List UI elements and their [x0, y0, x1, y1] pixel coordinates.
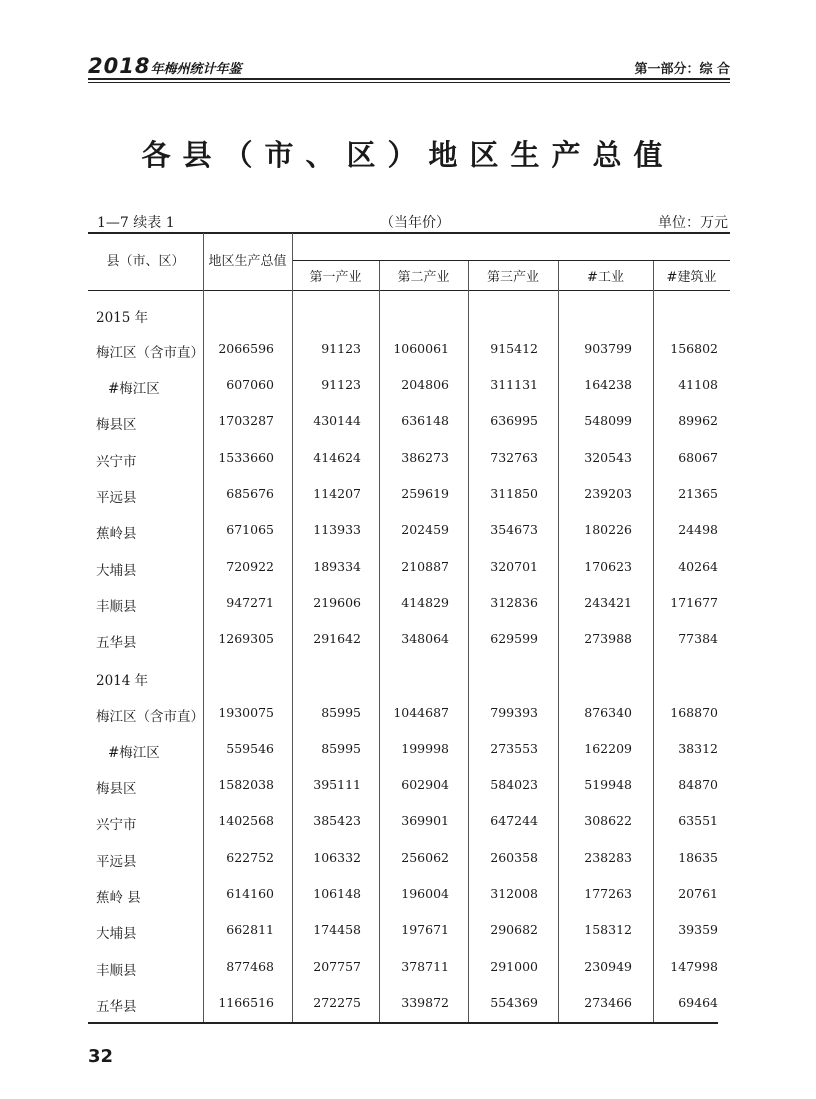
tertiary-value: 354673 [490, 522, 538, 537]
tertiary-value: 647244 [490, 813, 538, 828]
secondary-value: 1044687 [393, 705, 449, 720]
secondary-value: 202459 [401, 522, 449, 537]
gdp-value: 622752 [226, 850, 274, 865]
header-region: 县（市、区） [106, 254, 185, 269]
region-label: 丰顺县 [96, 963, 137, 979]
region-label: 平远县 [96, 854, 137, 870]
region-label: 大埔县 [96, 563, 137, 579]
region-label: 兴宁市 [96, 817, 137, 833]
header-tertiary: 第三产业 [486, 270, 539, 285]
tertiary-value: 554369 [490, 995, 538, 1010]
industry-value: 243421 [584, 595, 632, 610]
industry-value: 238283 [584, 850, 632, 865]
secondary-value: 204806 [401, 377, 449, 392]
secondary-value: 636148 [401, 413, 449, 428]
table-row [0, 413, 816, 433]
region-label: 蕉岭县 [96, 526, 137, 542]
tertiary-value: 584023 [490, 777, 538, 792]
region-label: 丰顺县 [96, 599, 137, 615]
industry-value: 158312 [584, 922, 632, 937]
construction-value: 69464 [678, 995, 718, 1010]
primary-value: 395111 [313, 777, 361, 792]
section-name: 第一部分：综 合 [634, 62, 730, 77]
construction-value: 89962 [678, 413, 718, 428]
tertiary-value: 732763 [490, 450, 538, 465]
industry-value: 239203 [584, 486, 632, 501]
secondary-value: 210887 [401, 559, 449, 574]
industry-value: 308622 [584, 813, 632, 828]
construction-value: 156802 [670, 341, 718, 356]
secondary-value: 602904 [401, 777, 449, 792]
region-label: 兴宁市 [96, 454, 137, 470]
region-label: 蕉岭 县 [96, 890, 141, 906]
primary-value: 85995 [321, 705, 361, 720]
industry-value: 548099 [584, 413, 632, 428]
construction-value: 20761 [678, 886, 718, 901]
gdp-value: 1166516 [218, 995, 274, 1010]
industry-value: 177263 [584, 886, 632, 901]
construction-value: 171677 [670, 595, 718, 610]
table-row [0, 559, 816, 579]
tertiary-value: 290682 [490, 922, 538, 937]
gdp-value: 1582038 [218, 777, 274, 792]
secondary-value: 1060061 [393, 341, 449, 356]
gdp-value: 559546 [226, 741, 274, 756]
primary-value: 91123 [321, 377, 361, 392]
table-row [0, 450, 816, 470]
construction-value: 168870 [670, 705, 718, 720]
section-year-row [0, 306, 816, 326]
table-row [0, 522, 816, 542]
header-primary: 第一产业 [309, 270, 362, 285]
header-construction: #建筑业 [666, 270, 717, 285]
table-row [0, 850, 816, 870]
gdp-value: 1269305 [218, 631, 274, 646]
header-gdp: 地区生产总值 [208, 254, 287, 269]
region-label: 梅县区 [96, 417, 137, 433]
tertiary-value: 629599 [490, 631, 538, 646]
region-label: 梅县区 [96, 781, 137, 797]
industry-value: 180226 [584, 522, 632, 537]
table-row [0, 959, 816, 979]
construction-value: 21365 [678, 486, 718, 501]
construction-value: 38312 [678, 741, 718, 756]
gdp-value: 877468 [226, 959, 274, 974]
industry-value: 162209 [584, 741, 632, 756]
tertiary-value: 311131 [490, 377, 538, 392]
tertiary-value: 915412 [490, 341, 538, 356]
construction-value: 68067 [678, 450, 718, 465]
gdp-value: 947271 [226, 595, 274, 610]
table-row [0, 631, 816, 651]
industry-value: 320543 [584, 450, 632, 465]
region-label: 大埔县 [96, 926, 137, 942]
tertiary-value: 311850 [490, 486, 538, 501]
primary-value: 430144 [313, 413, 361, 428]
secondary-value: 378711 [401, 959, 449, 974]
primary-value: 174458 [313, 922, 361, 937]
primary-value: 207757 [313, 959, 361, 974]
unit-label: 单位：万元 [658, 215, 728, 231]
industry-value: 164238 [584, 377, 632, 392]
yearbook-year: 2018 [88, 54, 151, 78]
region-label: 五华县 [96, 999, 137, 1015]
header-industry: #工业 [587, 270, 624, 285]
construction-value: 41108 [678, 377, 718, 392]
gdp-value: 1402568 [218, 813, 274, 828]
price-note: （当年价） [380, 215, 450, 231]
region-label: 五华县 [96, 635, 137, 651]
gdp-value: 607060 [226, 377, 274, 392]
gdp-value: 2066596 [218, 341, 274, 356]
primary-value: 106148 [313, 886, 361, 901]
tertiary-value: 260358 [490, 850, 538, 865]
secondary-value: 259619 [401, 486, 449, 501]
construction-value: 63551 [678, 813, 718, 828]
page-title: 各县（市、区）地区生产总值 [141, 138, 675, 172]
industry-value: 876340 [584, 705, 632, 720]
gdp-value: 662811 [226, 922, 274, 937]
construction-value: 24498 [678, 522, 718, 537]
table-row [0, 705, 816, 725]
region-label: #梅江区 [108, 381, 160, 397]
running-header [88, 52, 730, 78]
primary-value: 291642 [313, 631, 361, 646]
tertiary-value: 799393 [490, 705, 538, 720]
header-secondary: 第二产业 [397, 270, 450, 285]
table-row [0, 995, 816, 1015]
primary-value: 272275 [313, 995, 361, 1010]
secondary-value: 196004 [401, 886, 449, 901]
primary-value: 113933 [313, 522, 361, 537]
construction-value: 40264 [678, 559, 718, 574]
secondary-value: 199998 [401, 741, 449, 756]
table-row [0, 922, 816, 942]
table-row [0, 813, 816, 833]
region-label: 梅江区（含市直） [96, 345, 204, 361]
primary-value: 414624 [313, 450, 361, 465]
primary-value: 91123 [321, 341, 361, 356]
tertiary-value: 320701 [490, 559, 538, 574]
table-id: 1—7 续表 1 [97, 215, 175, 231]
tertiary-value: 312836 [490, 595, 538, 610]
construction-value: 147998 [670, 959, 718, 974]
industry-value: 230949 [584, 959, 632, 974]
header-rule-thin [88, 82, 730, 83]
gdp-value: 1703287 [218, 413, 274, 428]
table-bottom-rule [88, 1022, 718, 1024]
secondary-value: 369901 [401, 813, 449, 828]
primary-value: 114207 [313, 486, 361, 501]
section-year: 2014 年 [96, 673, 149, 689]
gdp-value: 1930075 [218, 705, 274, 720]
industry-value: 519948 [584, 777, 632, 792]
table-top-rule [88, 232, 730, 234]
page-number: 32 [88, 1046, 114, 1067]
industry-value: 170623 [584, 559, 632, 574]
construction-value: 77384 [678, 631, 718, 646]
table-row [0, 777, 816, 797]
region-label: 平远县 [96, 490, 137, 506]
industry-value: 903799 [584, 341, 632, 356]
section-year-row [0, 669, 816, 689]
industry-value: 273988 [584, 631, 632, 646]
secondary-value: 348064 [401, 631, 449, 646]
table-row [0, 741, 816, 761]
region-label: 梅江区（含市直） [96, 709, 204, 725]
table-row [0, 886, 816, 906]
gdp-value: 671065 [226, 522, 274, 537]
region-label: #梅江区 [108, 745, 160, 761]
primary-value: 219606 [313, 595, 361, 610]
tertiary-value: 636995 [490, 413, 538, 428]
yearbook-name: 年梅州统计年鉴 [150, 62, 242, 77]
secondary-value: 386273 [401, 450, 449, 465]
construction-value: 18635 [678, 850, 718, 865]
tertiary-value: 273553 [490, 741, 538, 756]
table-row [0, 377, 816, 397]
tertiary-value: 312008 [490, 886, 538, 901]
section-year: 2015 年 [96, 310, 149, 326]
table-row [0, 595, 816, 615]
construction-value: 39359 [678, 922, 718, 937]
secondary-value: 339872 [401, 995, 449, 1010]
header-rule [88, 78, 730, 80]
table-row [0, 486, 816, 506]
gdp-value: 685676 [226, 486, 274, 501]
tertiary-value: 291000 [490, 959, 538, 974]
gdp-value: 614160 [226, 886, 274, 901]
industry-value: 273466 [584, 995, 632, 1010]
construction-value: 84870 [678, 777, 718, 792]
gdp-value: 720922 [226, 559, 274, 574]
primary-value: 85995 [321, 741, 361, 756]
secondary-value: 414829 [401, 595, 449, 610]
yearbook-title [88, 54, 241, 78]
table-header-bottom-rule [88, 290, 730, 291]
table-header-mid-rule [292, 260, 730, 261]
table-row [0, 341, 816, 361]
primary-value: 106332 [313, 850, 361, 865]
primary-value: 385423 [313, 813, 361, 828]
secondary-value: 256062 [401, 850, 449, 865]
gdp-value: 1533660 [218, 450, 274, 465]
secondary-value: 197671 [401, 922, 449, 937]
primary-value: 189334 [313, 559, 361, 574]
